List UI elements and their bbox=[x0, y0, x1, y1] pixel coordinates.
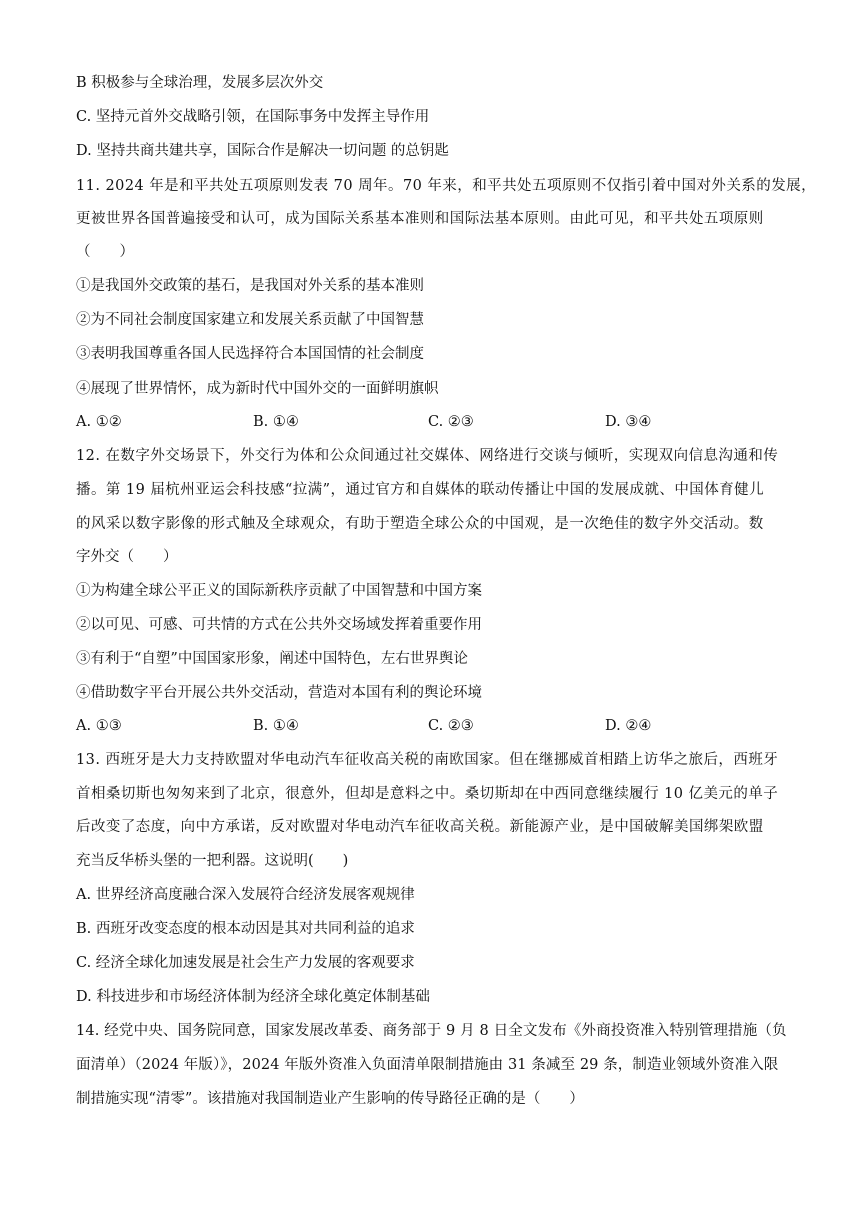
q12-statement-4: ④借助数字平台开展公共外交活动，营造对本国有利的舆论环境 bbox=[76, 685, 482, 701]
option-c: C. 坚持元首外交战略引领，在国际事务中发挥主导作用 bbox=[76, 109, 430, 125]
q12-choice-b: B. ①④ bbox=[253, 718, 299, 734]
q14-stem-line: 制措施实现“清零”。该措施对我国制造业产生影响的传导路径正确的是（ ） bbox=[76, 1091, 584, 1107]
q14-stem-line: 14. 经党中央、国务院同意，国家发展改革委、商务部于 9 月 8 日全文发布《外商投资准入特别管理措施（负 bbox=[76, 1023, 787, 1039]
q11-statement-2: ②为不同社会制度国家建立和发展关系贡献了中国智慧 bbox=[76, 312, 424, 328]
q13-option-c: C. 经济全球化加速发展是社会生产力发展的客观要求 bbox=[76, 955, 415, 971]
q13-stem-line: 充当反华桥头堡的一把利器。这说明( ) bbox=[76, 853, 349, 869]
q12-stem-line: 播。第 19 届杭州亚运会科技感“拉满”，通过官方和自媒体的联动传播让中国的发展成就、中国体育健儿 bbox=[76, 482, 765, 498]
q11-statement-4: ④展现了世界情怀，成为新时代中国外交的一面鲜明旗帜 bbox=[76, 381, 439, 397]
q14-stem-line: 面清单）（2024 年版）》，2024 年版外资准入负面清单限制措施由 31 条减至 29 条，制造业领域外资准入限 bbox=[76, 1057, 779, 1073]
q13-stem-line: 13. 西班牙是大力支持欧盟对华电动汽车征收高关税的南欧国家。但在继挪威首相踏上访华之旅后，西班牙 bbox=[76, 752, 779, 768]
q12-stem-line: 的风采以数字影像的形式触及全球观众，有助于塑造全球公众的中国观，是一次绝佳的数字外交活动。数 bbox=[76, 516, 764, 532]
q13-stem-line: 后改变了态度，向中方承诺，反对欧盟对华电动汽车征收高关税。新能源产业，是中国破解美国绑架欧盟 bbox=[76, 819, 764, 835]
q11-choice-c: C. ②③ bbox=[428, 414, 474, 430]
option-b: B 积极参与全球治理，发展多层次外交 bbox=[76, 75, 324, 91]
q11-stem-line: 11. 2024 年是和平共处五项原则发表 70 周年。70 年来，和平共处五项原则不仅指引着中国对外关系的发展， bbox=[76, 178, 817, 194]
q11-choice-a: A. ①② bbox=[76, 414, 122, 430]
q13-stem-line: 首相桑切斯也匆匆来到了北京，很意外，但却是意料之中。桑切斯却在中西同意继续履行 10 亿美元的单子 bbox=[76, 786, 779, 802]
q12-statement-1: ①为构建全球公平正义的国际新秩序贡献了中国智慧和中国方案 bbox=[76, 583, 482, 599]
q11-choice-b: B. ①④ bbox=[253, 414, 299, 430]
q11-statement-3: ③表明我国尊重各国人民选择符合本国国情的社会制度 bbox=[76, 346, 424, 362]
q13-option-a: A. 世界经济高度融合深入发展符合经济发展客观规律 bbox=[76, 887, 415, 903]
q12-statement-3: ③有利于“自塑”中国国家形象，阐述中国特色，左右世界舆论 bbox=[76, 651, 468, 667]
option-d: D. 坚持共商共建共享，国际合作是解决一切问题 的总钥匙 bbox=[76, 143, 449, 159]
q12-choice-a: A. ①③ bbox=[76, 718, 122, 734]
q11-stem-line: 更被世界各国普遍接受和认可，成为国际关系基本准则和国际法基本原则。由此可见，和平共处五项原则 bbox=[76, 211, 764, 227]
q12-choice-c: C. ②③ bbox=[428, 718, 474, 734]
q12-stem-line: 12. 在数字外交场景下，外交行为体和公众间通过社交媒体、网络进行交谈与倾听，实现双向信息沟通和传 bbox=[76, 448, 779, 464]
q12-choice-d: D. ②④ bbox=[605, 718, 652, 734]
q12-stem-line: 字外交（ ） bbox=[76, 549, 178, 565]
q13-option-d: D. 科技进步和市场经济体制为经济全球化奠定体制基础 bbox=[76, 989, 430, 1005]
q11-stem-line: （ ） bbox=[76, 244, 134, 260]
q11-statement-1: ①是我国外交政策的基石，是我国对外关系的基本准则 bbox=[76, 278, 424, 294]
q12-statement-2: ②以可见、可感、可共情的方式在公共外交场域发挥着重要作用 bbox=[76, 617, 482, 633]
q13-option-b: B. 西班牙改变态度的根本动因是其对共同利益的追求 bbox=[76, 921, 415, 937]
q11-choice-d: D. ③④ bbox=[605, 414, 652, 430]
